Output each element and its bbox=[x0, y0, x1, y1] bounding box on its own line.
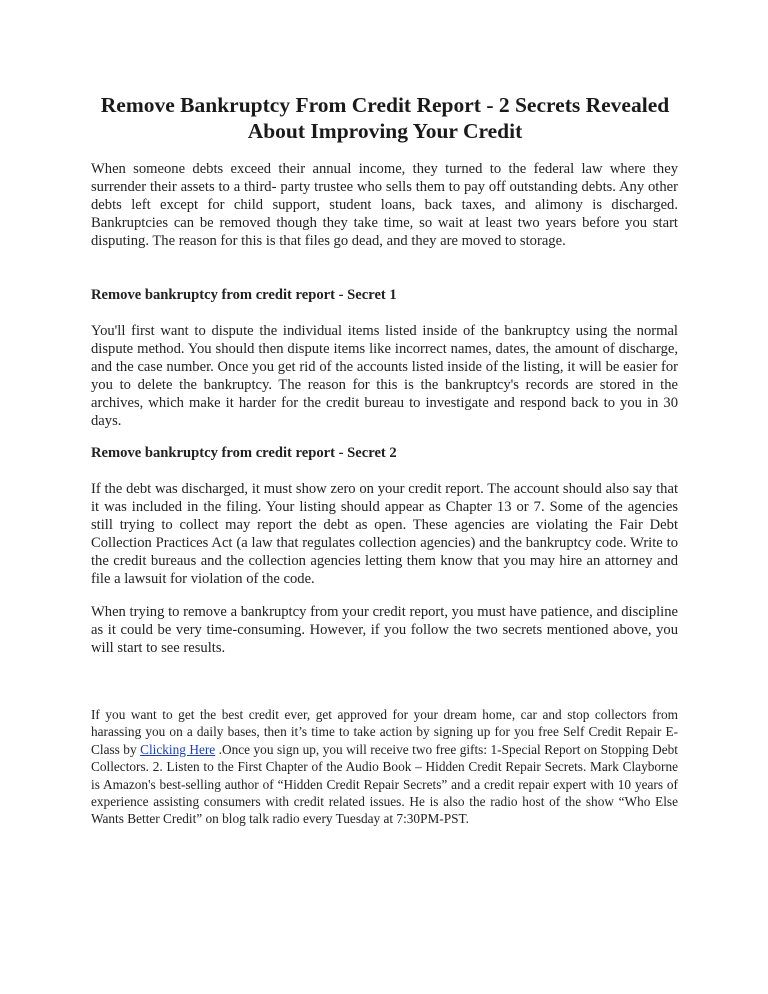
secret-2-heading: Remove bankruptcy from credit report - Secret 2 bbox=[91, 445, 397, 461]
conclusion-paragraph: When trying to remove a bankruptcy from your credit report, you must have patience, and discipline as it could be very time-consuming. However, if you follow the two secrets mentioned above, you will start to see results. bbox=[91, 604, 678, 656]
secret-1-paragraph: You'll first want to dispute the individual items listed inside of the bankruptcy using the normal dispute method. You should then dispute items like incorrect names, dates, the amount of discharge, and the case number. Once you get rid of the accounts listed inside of the listing, it will be easier for you to delete the bankruptcy. The reason for this is the bankruptcy's records are stored in the archives, which make it harder for the credit bureau to investigate and respond back to you in 30 days. bbox=[91, 323, 678, 429]
page-title: Remove Bankruptcy From Credit Report - 2 Secrets Revealed About Improving Your Credit bbox=[100, 93, 670, 143]
clicking-here-link[interactable]: Clicking Here bbox=[140, 741, 216, 757]
author-footer-paragraph bbox=[91, 706, 678, 828]
intro-paragraph: When someone debts exceed their annual income, they turned to the federal law where they surrender their assets to a third- party trustee who sells them to pay off outstanding debts. Any other debts left except for child support, student loans, back taxes, and alimony is discharged. Bankruptcies can be removed though they take time, so wait at least two years before you start disputing. The reason for this is that files go dead, and they are moved to storage. bbox=[91, 161, 678, 249]
secret-1-heading: Remove bankruptcy from credit report - Secret 1 bbox=[91, 287, 397, 303]
footer-text-after-link: .Once you sign up, you will receive two free gifts: 1-Special Report on Stopping Debt Collectors. 2. Listen to the First Chapter of the Audio Book – Hidden Credit Repair Secrets. Mark Clayborne is Amazon's best-selling author of “Hidden Credit Repair Secrets” and a credit repair expert with 10 years of experience assisting consumers with credit related issues. He is also the radio host of the show “Who Else Wants Better Credit” on blog talk radio every Tuesday at 7:30PM-PST. bbox=[91, 741, 679, 827]
footer-text-before-link: If you want to get the best credit ever, get approved for your dream home, car and stop collectors from harassing you on a daily bases, then it’s time to take action by signing up for you free Self Credit Repair E-Class by bbox=[91, 707, 678, 757]
secret-2-paragraph: If the debt was discharged, it must show zero on your credit report. The account should also say that it was included in the filing. Your listing should appear as Chapter 13 or 7. Some of the agencies still trying to collect may report the debt as open. These agencies are violating the Fair Debt Collection Practices Act (a law that regulates collection agencies) and the bankruptcy code. Write to the credit bureaus and the collection agencies letting them know that you may hire an attorney and file a lawsuit for violation of the code. bbox=[91, 481, 678, 587]
